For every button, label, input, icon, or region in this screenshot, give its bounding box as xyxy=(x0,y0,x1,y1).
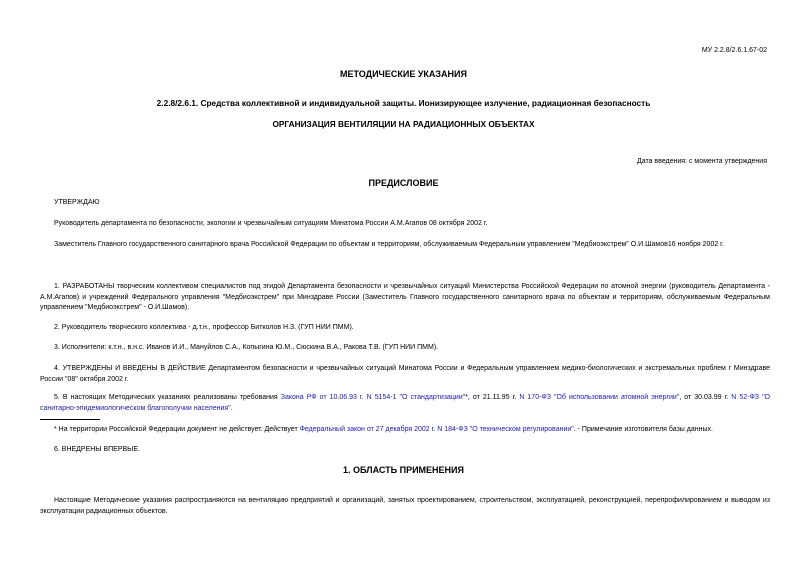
law-sanitary-link[interactable]: N 52-ФЗ "О санитарно-эпидемиологическом благополучии населения" xyxy=(40,394,771,412)
approver-1: Руководитель департамента по безопасности, экологии и чрезвычайным ситуациям Минатома России А.М.Агапов 08 октября 2002 г. xyxy=(54,220,488,227)
preface-item-5 xyxy=(40,393,770,414)
preface-item-1: 1. РАЗРАБОТАНЫ творческим коллективом специалистов под эгидой Департамента безопасности и чрезвычайных ситуаций Министерства Российской Федерации по атомной энергии (руководитель Департамента - А.М.Агапов) и учреждений Федерального управления "Медбиоэкстрем" при Минздраве России (Заместитель Главного государственного санитарного врача по объектам и территориям, обслуживаемым Федеральным управлением "Медбиоэкстрем" - О.И.Шамов). xyxy=(40,283,770,312)
document-code: МУ 2.2.8/2.6.1.67-02 xyxy=(701,47,767,54)
footnote-suffix: . - Примечание изготовителя базы данных. xyxy=(573,426,713,433)
item-5-mid-2: , от 30.03.99 г. xyxy=(679,394,732,401)
item-5-mid-1: *, от 21.11.95 г. xyxy=(465,394,520,401)
item-5-prefix: 5. В настоящих Методических указаниях реализованы требования xyxy=(54,394,281,401)
section-1-text: Настоящие Методические указания распространяются на вентиляцию предприятий и организаций, занятых проектированием, строительством, эксплуатацией, реконструкцией, перепрофилированием и выводом из эксплуатации радиационных объектов. xyxy=(40,497,770,515)
preface-heading: ПРЕДИСЛОВИЕ xyxy=(368,178,439,188)
document-topic: ОРГАНИЗАЦИЯ ВЕНТИЛЯЦИИ НА РАДИАЦИОННЫХ ОБЪЕКТАХ xyxy=(272,119,535,129)
federal-law-link[interactable]: Федеральный закон от 27 декабря 2002 г. N 184-ФЗ "О техническом регулировании" xyxy=(299,426,574,433)
preface-item-6: 6. ВНЕДРЕНЫ ВПЕРВЫЕ. xyxy=(54,446,140,453)
approve-label: УТВЕРЖДАЮ xyxy=(54,199,100,206)
law-standardization-link[interactable]: Закона РФ от 10.06.93 г. N 5154-1 "О стандартизации" xyxy=(280,394,466,401)
footnote-divider xyxy=(40,419,100,420)
footnote-prefix: * На территории Российской Федерации документ не действует. Действует xyxy=(54,426,300,433)
law-atomic-energy-link[interactable]: N 170-ФЗ "Об использовании атомной энергии" xyxy=(519,394,680,401)
approver-2: Заместитель Главного государственного санитарного врача Российской Федерации по объектам и территориям, обслуживаемым Федеральным управлением "Медбиоэкстрем" О.И.Шамов16 ноября 2002 г. xyxy=(54,241,724,248)
intro-date: Дата введения: с момента утверждения xyxy=(636,158,767,165)
document-title: МЕТОДИЧЕСКИЕ УКАЗАНИЯ xyxy=(340,69,467,79)
preface-item-2: 2. Руководитель творческого коллектива - д.т.н., профессор Битколов Н.З. (ГУП НИИ ПММ). xyxy=(54,324,354,331)
preface-item-4: 4. УТВЕРЖДЕНЫ И ВВЕДЕНЫ В ДЕЙСТВИЕ Департаментом безопасности и чрезвычайных ситуаций Минатома России и Федеральным управлением медико-биологических и экстремальных проблем г Минздраве России "08" октября 2002 г. xyxy=(40,365,770,383)
footnote xyxy=(54,425,770,436)
preface-item-3: 3. Исполнители: к.т.н., в.н.с. Иванов И.И., Мануйлов С.А., Копыгина Ю.М., Сюскина В.А., Ракова Т.В. (ГУП НИИ ПММ). xyxy=(54,344,439,351)
document-subtitle: 2.2.8/2.6.1. Средства коллективной и индивидуальной защиты. Ионизирующее излучение, радиационная безопасность xyxy=(156,98,651,108)
item-5-suffix: . xyxy=(230,404,233,412)
section-1-heading: 1. ОБЛАСТЬ ПРИМЕНЕНИЯ xyxy=(343,465,464,475)
